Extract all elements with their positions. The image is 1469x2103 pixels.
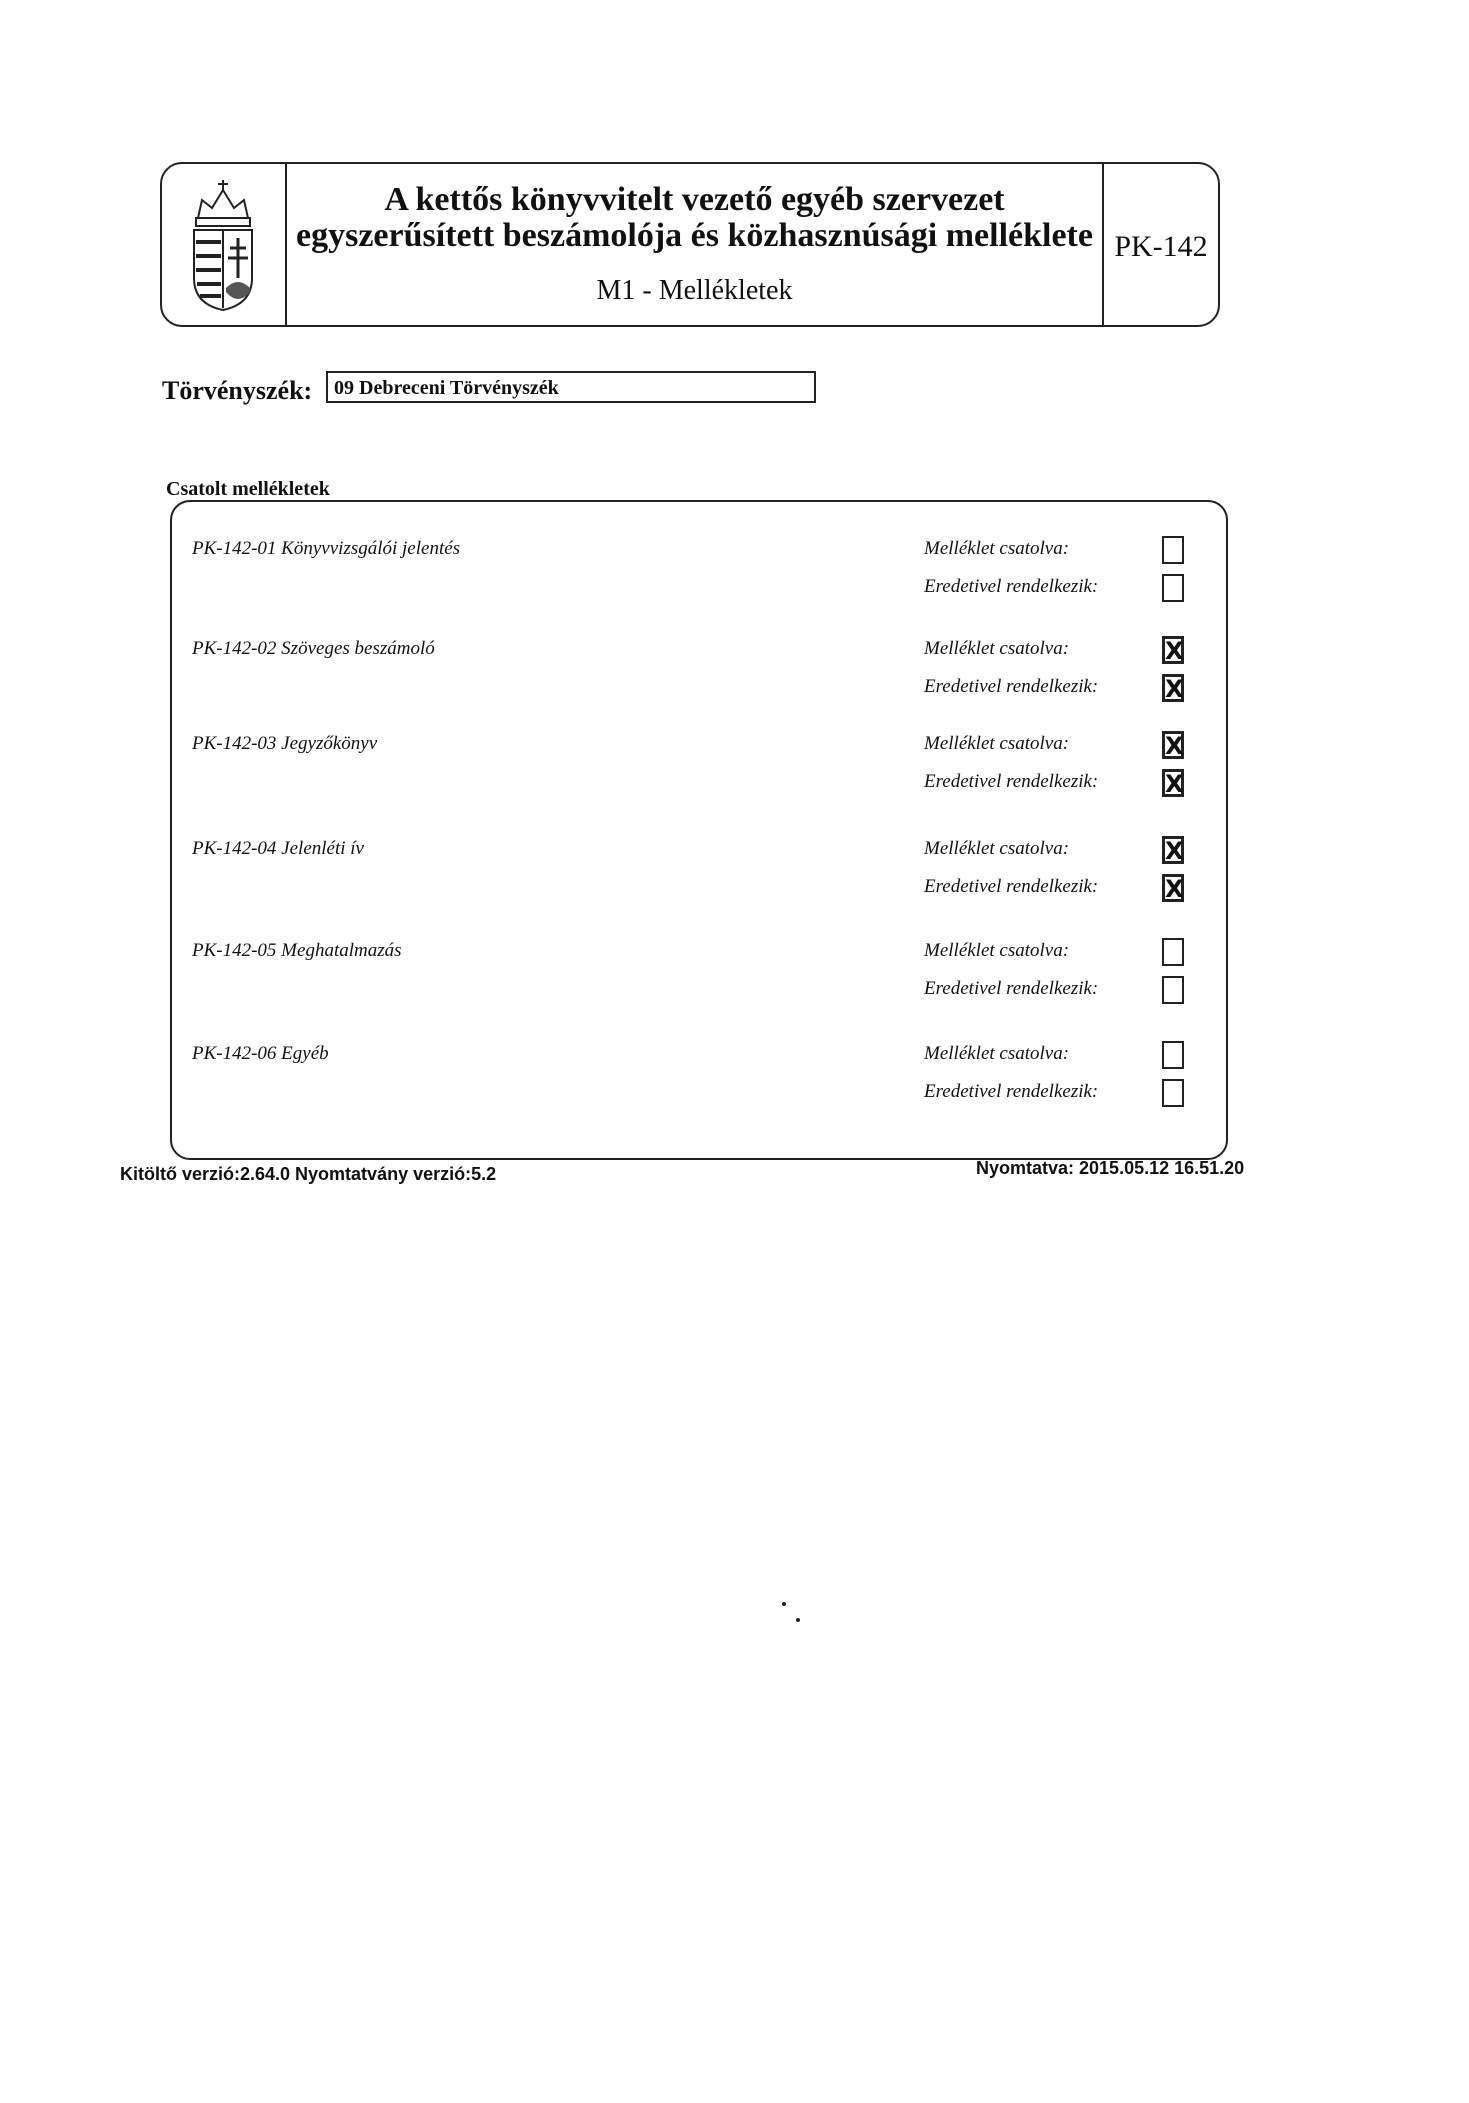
original-checkbox[interactable] <box>1162 976 1184 1004</box>
original-checkbox[interactable]: X <box>1162 874 1184 902</box>
attached-label: Melléklet csatolva: <box>924 838 1070 859</box>
attached-label: Melléklet csatolva: <box>924 638 1070 659</box>
attachment-row <box>172 1037 1226 1117</box>
attachment-row <box>172 934 1226 1014</box>
original-checkbox[interactable]: X <box>1162 769 1184 797</box>
form-subtitle: M1 - Mellékletek <box>596 275 793 306</box>
attachment-label: PK-142-02 Szöveges beszámoló <box>192 638 435 659</box>
original-label: Eredetivel rendelkezik: <box>924 576 1099 597</box>
scan-speck <box>796 1618 800 1622</box>
original-checkbox[interactable]: X <box>1162 674 1184 702</box>
form-title-line2: egyszerűsített beszámolója és közhasznúsági melléklete <box>296 217 1093 254</box>
original-checkbox[interactable] <box>1162 574 1184 602</box>
attachment-label: PK-142-03 Jegyzőkönyv <box>192 733 378 754</box>
title-cell <box>287 164 1104 325</box>
attachment-label: PK-142-01 Könyvvizsgálói jelentés <box>192 538 461 559</box>
attached-checkbox[interactable] <box>1162 938 1184 966</box>
attached-checkbox[interactable]: X <box>1162 636 1184 664</box>
form-code-cell <box>1104 164 1218 325</box>
attachments-title: Csatolt mellékletek <box>166 478 330 500</box>
attached-checkbox[interactable] <box>1162 1041 1184 1069</box>
attached-label: Melléklet csatolva: <box>924 733 1070 754</box>
attached-checkbox[interactable]: X <box>1162 836 1184 864</box>
attached-label: Melléklet csatolva: <box>924 1043 1070 1064</box>
original-label: Eredetivel rendelkezik: <box>924 876 1099 897</box>
original-label: Eredetivel rendelkezik: <box>924 676 1099 697</box>
original-label: Eredetivel rendelkezik: <box>924 978 1099 999</box>
attached-label: Melléklet csatolva: <box>924 940 1070 961</box>
form-code: PK-142 <box>1114 230 1208 263</box>
attachments-box <box>170 500 1228 1160</box>
attached-checkbox[interactable] <box>1162 536 1184 564</box>
form-header <box>160 162 1220 327</box>
attachment-row <box>172 727 1226 807</box>
original-label: Eredetivel rendelkezik: <box>924 771 1099 792</box>
attachment-row <box>172 832 1226 912</box>
attachment-row <box>172 632 1226 712</box>
attachment-label: PK-142-06 Egyéb <box>192 1043 329 1064</box>
attachment-row <box>172 532 1226 612</box>
original-label: Eredetivel rendelkezik: <box>924 1081 1099 1102</box>
attached-label: Melléklet csatolva: <box>924 538 1070 559</box>
footer-version: Kitöltő verzió:2.64.0 Nyomtatvány verzió:5.2 <box>120 1164 497 1184</box>
court-label: Törvényszék: <box>162 376 313 405</box>
attached-checkbox[interactable]: X <box>1162 731 1184 759</box>
attachment-label: PK-142-04 Jelenléti ív <box>192 838 364 859</box>
court-field[interactable]: 09 Debreceni Törvényszék <box>326 371 816 403</box>
emblem-cell <box>162 164 287 325</box>
form-title-line1: A kettős könyvvitelt vezető egyéb szervezet <box>384 181 1005 218</box>
attachment-label: PK-142-05 Meghatalmazás <box>192 940 402 961</box>
coat-of-arms-icon <box>188 178 258 313</box>
scan-speck <box>782 1602 786 1606</box>
original-checkbox[interactable] <box>1162 1079 1184 1107</box>
footer-print-date: Nyomtatva: 2015.05.12 16.51.20 <box>976 1158 1245 1178</box>
